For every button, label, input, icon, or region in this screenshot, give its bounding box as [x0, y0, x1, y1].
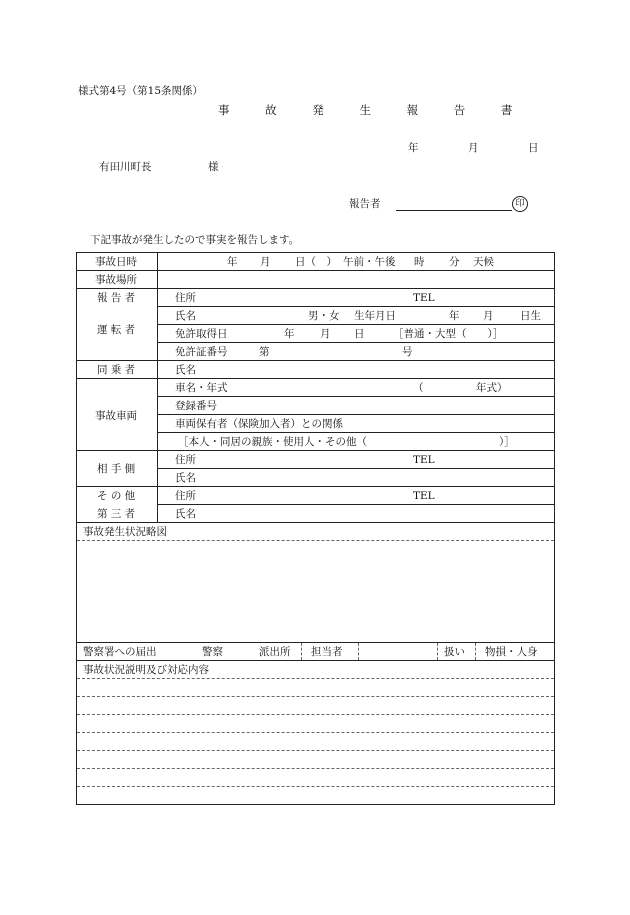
seal-icon: 印	[512, 196, 528, 212]
license-month[interactable]: 月	[320, 328, 331, 340]
vehicle-reg-no[interactable]: 登録番号	[175, 400, 217, 412]
datetime-ampm[interactable]: 午前・午後	[343, 256, 396, 268]
vehicle-model[interactable]: 車名・年式	[175, 382, 228, 394]
datetime-year[interactable]: 年	[227, 256, 238, 268]
license-type[interactable]: ［普通・大型（ ）］	[393, 328, 504, 340]
form-number: 様式第4号（第15条関係）	[78, 85, 204, 97]
label-passenger: 同 乗 者	[97, 364, 136, 376]
date-month[interactable]: 月	[468, 142, 479, 154]
other-party-address[interactable]: 住所	[175, 454, 196, 466]
datetime-weather[interactable]: 天候	[473, 256, 494, 268]
label-driver: 運 転 者	[97, 324, 136, 336]
label-police: 警察署への届出	[83, 646, 157, 658]
addressee: 有田川町長	[99, 161, 152, 173]
datetime-minute[interactable]: 分	[449, 256, 460, 268]
vehicle-relation-options[interactable]: ［本人・同居の親族・使用人・その他（	[178, 436, 367, 448]
license-day[interactable]: 日	[354, 328, 365, 340]
sketch-area[interactable]	[81, 543, 550, 639]
accident-report-form	[76, 252, 555, 805]
license-number-go: 号	[402, 346, 413, 358]
reporter-address[interactable]: 住所	[175, 292, 196, 304]
label-sketch: 事故発生状況略図	[83, 526, 167, 538]
label-datetime: 事故日時	[95, 256, 137, 268]
label-place: 事故場所	[95, 274, 137, 286]
reporter-signature-field[interactable]	[396, 199, 512, 211]
vehicle-relation: 車両保有者（保険加入者）との関係	[175, 418, 343, 430]
datetime-day[interactable]: 日（ ）	[295, 256, 337, 268]
police-handling: 扱い	[444, 646, 465, 658]
intro-text: 下記事故が発生したので事実を報告します。	[90, 234, 300, 246]
reporter-tel[interactable]: TEL	[413, 292, 435, 304]
third-party-name[interactable]: 氏名	[175, 508, 196, 520]
other-party-name[interactable]: 氏名	[175, 472, 196, 484]
driver-sex[interactable]: 男・女	[308, 310, 340, 322]
datetime-hour[interactable]: 時	[414, 256, 425, 268]
label-third-party-2: 第 三 者	[97, 508, 136, 520]
driver-birth-year[interactable]: 年	[449, 310, 460, 322]
honorific: 様	[208, 161, 219, 173]
reporter-label: 報告者	[349, 198, 381, 210]
label-vehicle: 事故車両	[95, 410, 137, 422]
third-party-address[interactable]: 住所	[175, 490, 196, 502]
datetime-month[interactable]: 月	[260, 256, 271, 268]
license-date-label: 免許取得日	[175, 328, 228, 340]
vehicle-relation-close: ）］	[499, 436, 515, 448]
place-field[interactable]	[163, 275, 548, 287]
label-explanation: 事故状況説明及び対応内容	[83, 664, 209, 676]
driver-birth-label: 生年月日	[354, 310, 396, 322]
other-party-tel[interactable]: TEL	[413, 454, 435, 466]
license-year[interactable]: 年	[284, 328, 295, 340]
label-third-party-1: そ の 他	[97, 490, 136, 502]
third-party-tel[interactable]: TEL	[413, 490, 435, 502]
explanation-area[interactable]	[81, 681, 550, 801]
driver-birth-day[interactable]: 日生	[520, 310, 541, 322]
label-reporter: 報 告 者	[97, 292, 136, 304]
date-year[interactable]: 年	[408, 142, 419, 154]
vehicle-model-year[interactable]: （ 年式）	[413, 382, 508, 394]
police-officer[interactable]: 担当者	[311, 646, 343, 658]
driver-name[interactable]: 氏名	[175, 310, 196, 322]
license-number-label: 免許証番号	[175, 346, 228, 358]
police-koban[interactable]: 派出所	[259, 646, 291, 658]
license-number-dai: 第	[259, 346, 270, 358]
police-station[interactable]: 警察	[202, 646, 223, 658]
driver-birth-month[interactable]: 月	[483, 310, 494, 322]
document-title: 事 故 発 生 報 告 書	[218, 103, 529, 117]
label-other-party: 相 手 側	[97, 463, 136, 475]
police-damage[interactable]: 物損・人身	[485, 646, 538, 658]
date-day[interactable]: 日	[528, 142, 539, 154]
passenger-name[interactable]: 氏名	[175, 364, 196, 376]
